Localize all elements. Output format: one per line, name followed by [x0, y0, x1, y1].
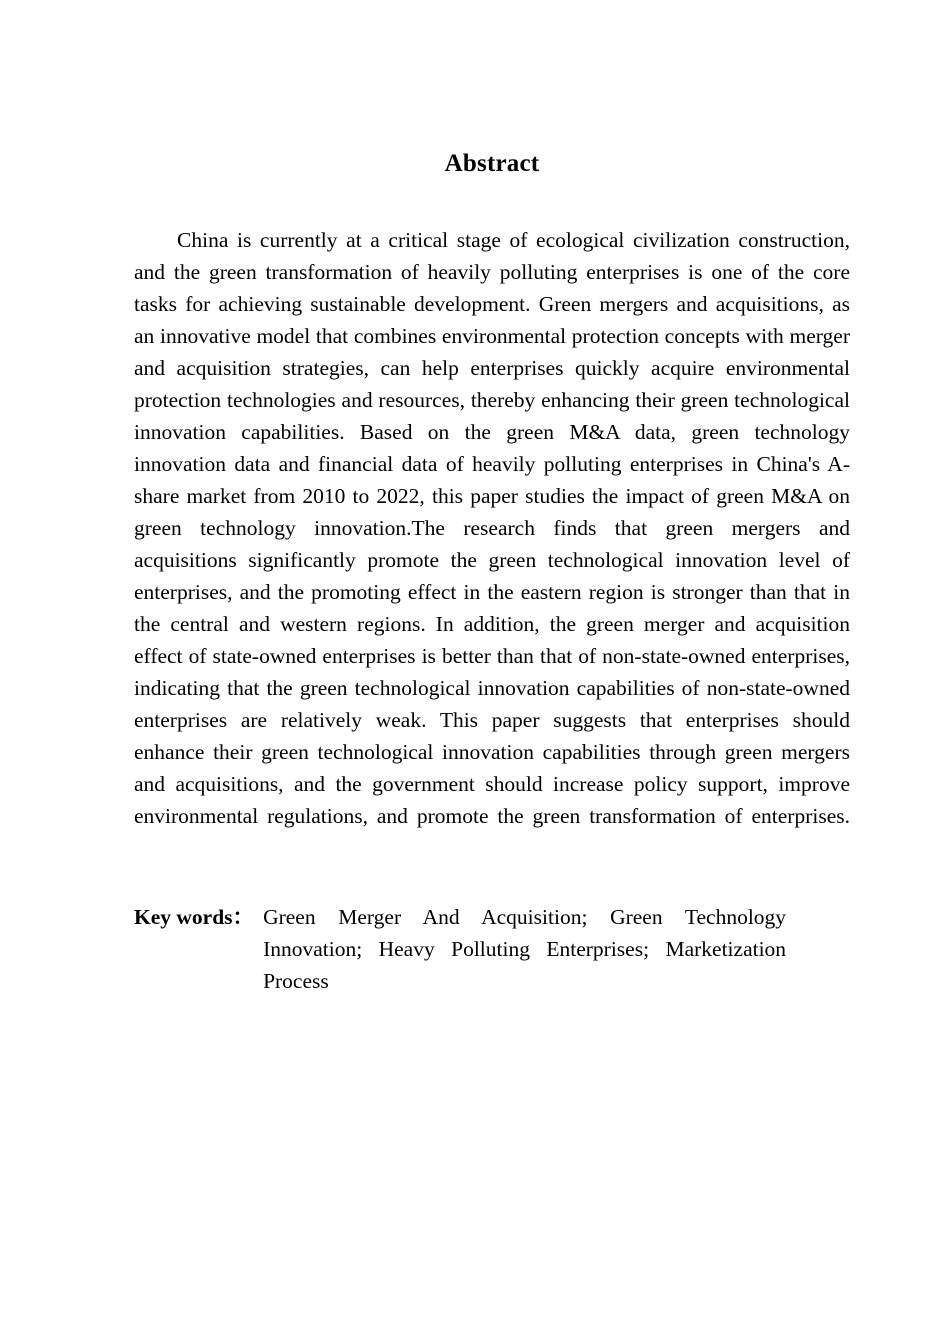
keywords-label: Key words	[134, 905, 233, 929]
keywords-section	[134, 864, 850, 1029]
abstract-paragraph: China is currently at a critical stage of ecological civilization construction, and the green transformation of heavily polluting enterprises is one of the core tasks for achieving sustainable development. Green mergers and acquisitions, as an innovative model that combines environmental protection concepts with merger and acquisition strategies, can help enterprises quickly acquire environmental protection technologies and resources, thereby enhancing their green technological innovation capabilities. Based on the green M&A data, green technology innovation data and financial data of heavily polluting enterprises in China's A-share market from 2010 to 2022, this paper studies the impact of green M&A on green technology innovation.The research finds that green mergers and acquisitions significantly promote the green technological innovation level of enterprises, and the promoting effect in the eastern region is stronger than that in the central and western regions. In addition, the green merger and acquisition effect of state-owned enterprises is better than that of non-state-owned enterprises, indicating that the green technological innovation capabilities of non-state-owned enterprises are relatively weak. This paper suggests that enterprises should enhance their green technological innovation capabilities through green mergers and acquisitions, and the government should increase policy support, improve environmental regulations, and promote the green transformation of enterprises.	[134, 228, 850, 828]
page-title: Abstract	[444, 150, 540, 177]
keywords-values: Green Merger And Acquisition; Green Technology Innovation; Heavy Polluting Enterprises; Marketization Process	[263, 905, 787, 993]
keywords-colon: ：	[232, 905, 255, 929]
page-content	[134, 0, 850, 1029]
